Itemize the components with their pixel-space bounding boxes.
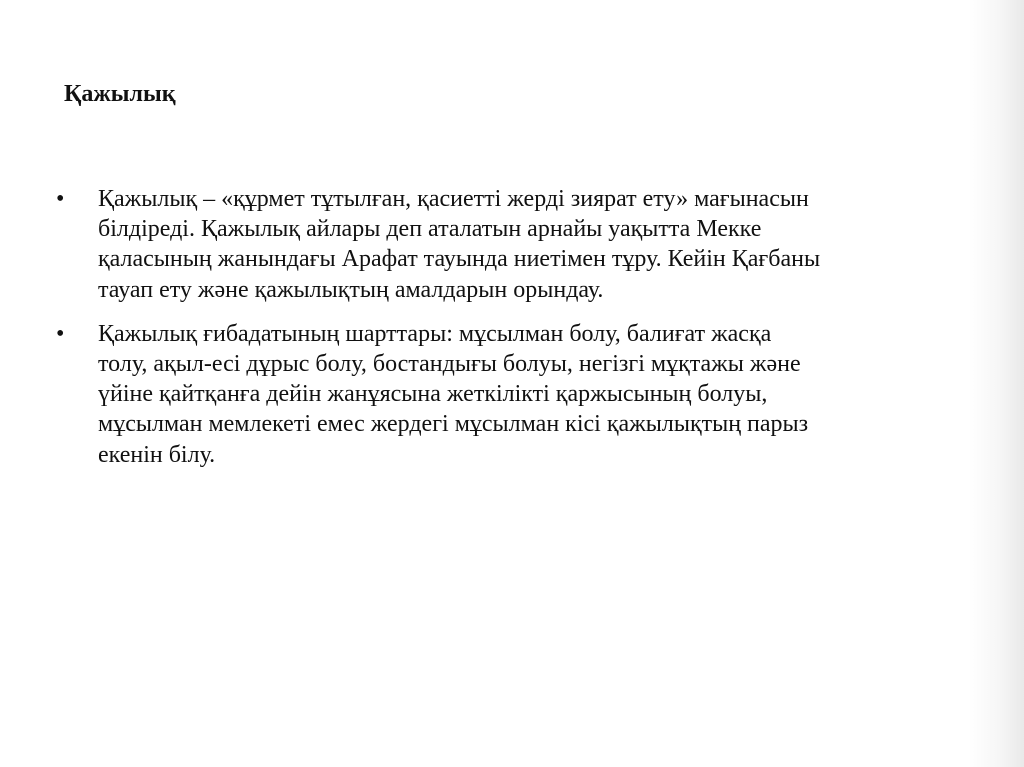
bullet-text — [98, 184, 956, 305]
slide-title: Қажылық — [64, 81, 176, 107]
text-line: тауап ету және қажылықтың амалдарын орындау. — [98, 276, 604, 303]
text-line: екенін білу. — [98, 441, 216, 468]
bullet-point-icon: • — [56, 320, 65, 347]
text-line: білдіреді. Қажылық айлары деп аталатын арнайы уақытта Мекке — [98, 216, 762, 243]
page-edge-shadow — [968, 0, 1024, 767]
bullet-item — [56, 184, 956, 305]
bullet-item — [56, 319, 956, 470]
bullet-point-icon: • — [56, 186, 65, 212]
bullet-list — [56, 184, 956, 484]
bullet-text — [98, 319, 956, 470]
text-line: қаласының жанындағы Арафат тауында ниетімен тұру. Кейін Қағбаны — [98, 246, 821, 273]
text-line: үйіне қайтқанға дейін жанұясына жеткілікті қаржысының болуы, — [98, 381, 768, 408]
text-line: мұсылман мемлекеті емес жердегі мұсылман кісі қажылықтың парыз — [98, 411, 809, 438]
text-line: Қажылық – «құрмет тұтылған, қасиетті жерді зиярат ету» мағынасын — [98, 186, 809, 212]
text-line: толу, ақыл-есі дұрыс болу, бостандығы болуы, негізгі мұқтажы және — [98, 351, 801, 378]
text-line: Қажылық ғибадатының шарттары: мұсылман болу, балиғат жасқа — [98, 320, 772, 347]
